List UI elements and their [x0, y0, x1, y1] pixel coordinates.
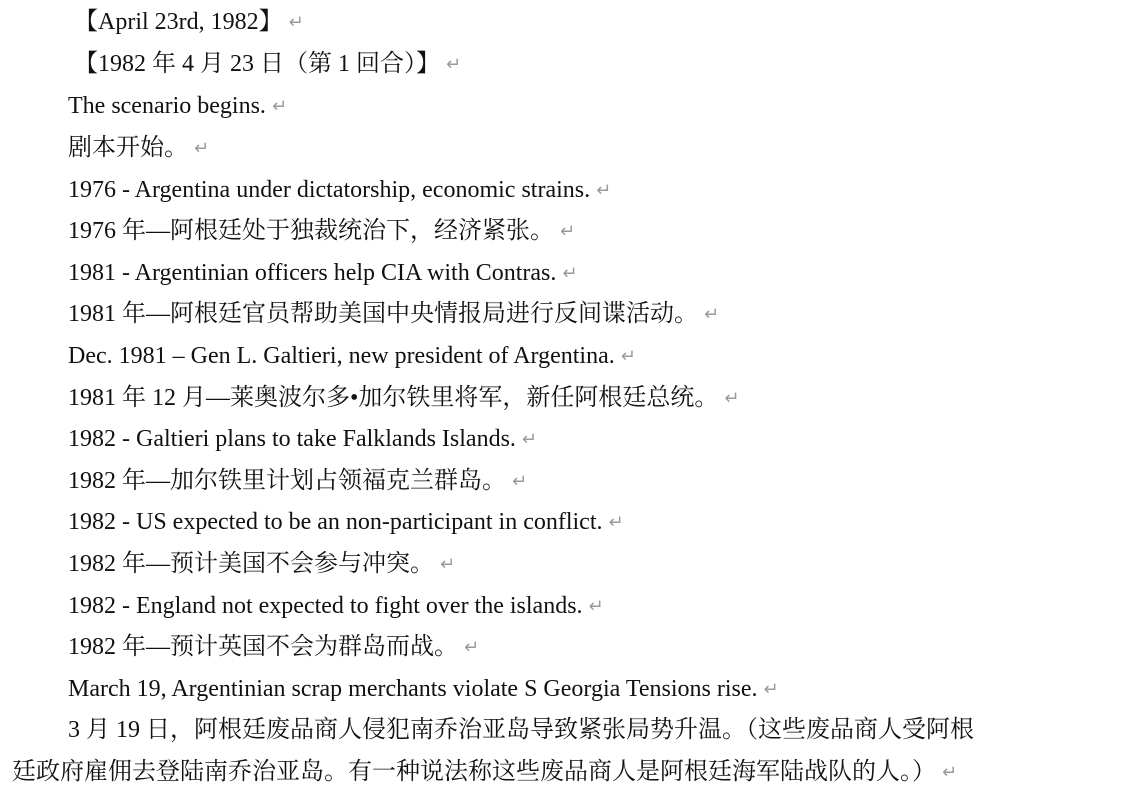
text-line: 1976 年—阿根廷处于独裁统治下，经济紧张。 ↵: [68, 218, 576, 244]
paragraph-mark-icon: ↵: [620, 346, 636, 367]
paragraph-mark-icon: ↵: [608, 512, 624, 533]
text-line: 1982 - England not expected to fight over the islands. ↵: [68, 593, 604, 619]
paragraph-mark-icon: ↵: [464, 637, 480, 658]
text-line: 1982 - US expected to be an non-participant in conflict. ↵: [68, 509, 624, 535]
paragraph-mark-icon: ↵: [588, 596, 604, 617]
paragraph-mark-icon: ↵: [440, 554, 456, 575]
text-line-continued: 廷政府雇佣去登陆南乔治亚岛。有一种说法称这些废品商人是阿根廷海军陆战队的人。） ↵: [12, 759, 958, 785]
paragraph-mark-icon: ↵: [288, 12, 304, 33]
heading-date-chinese: 【1982 年 4 月 23 日（第 1 回合）】 ↵: [74, 51, 462, 77]
text-line: The scenario begins. ↵: [68, 93, 288, 119]
text-line: 1981 年—阿根廷官员帮助美国中央情报局进行反间谍活动。 ↵: [68, 301, 720, 327]
text-line: 1981 年 12 月—莱奥波尔多•加尔铁里将军，新任阿根廷总统。 ↵: [68, 385, 740, 411]
paragraph-mark-icon: ↵: [446, 54, 462, 75]
paragraph-mark-icon: ↵: [763, 679, 779, 700]
paragraph-mark-icon: ↵: [521, 429, 538, 450]
text-line: 1982 年—预计英国不会为群岛而战。 ↵: [68, 634, 480, 660]
text-line: 1982 年—预计美国不会参与冲突。 ↵: [68, 551, 456, 577]
paragraph-mark-icon: ↵: [724, 388, 740, 409]
text-line: Dec. 1981 – Gen L. Galtieri, new president of Argentina. ↵: [68, 343, 636, 369]
paragraph-mark-icon: ↵: [704, 304, 720, 325]
paragraph-mark-icon: ↵: [271, 96, 288, 117]
text-line: 1982 - Galtieri plans to take Falklands Islands. ↵: [68, 426, 538, 452]
text-line: 1981 - Argentinian officers help CIA with Contras. ↵: [68, 260, 578, 286]
paragraph-mark-icon: ↵: [560, 221, 576, 242]
paragraph-mark-icon: ↵: [512, 471, 528, 492]
paragraph-mark-icon: ↵: [596, 180, 612, 201]
text-line: 3 月 19 日，阿根廷废品商人侵犯南乔治亚岛导致紧张局势升温。（这些废品商人受阿根: [68, 717, 974, 743]
text-line: 1976 - Argentina under dictatorship, economic strains. ↵: [68, 177, 612, 203]
heading-date-english: 【April 23rd, 1982】 ↵: [74, 9, 304, 35]
text-line: 剧本开始。 ↵: [68, 135, 210, 161]
paragraph-mark-icon: ↵: [562, 263, 578, 284]
paragraph-mark-icon: ↵: [942, 762, 958, 783]
paragraph-mark-icon: ↵: [194, 138, 210, 159]
text-line: 1982 年—加尔铁里计划占领福克兰群岛。 ↵: [68, 468, 528, 494]
text-line: March 19, Argentinian scrap merchants violate S Georgia Tensions rise. ↵: [68, 676, 779, 702]
